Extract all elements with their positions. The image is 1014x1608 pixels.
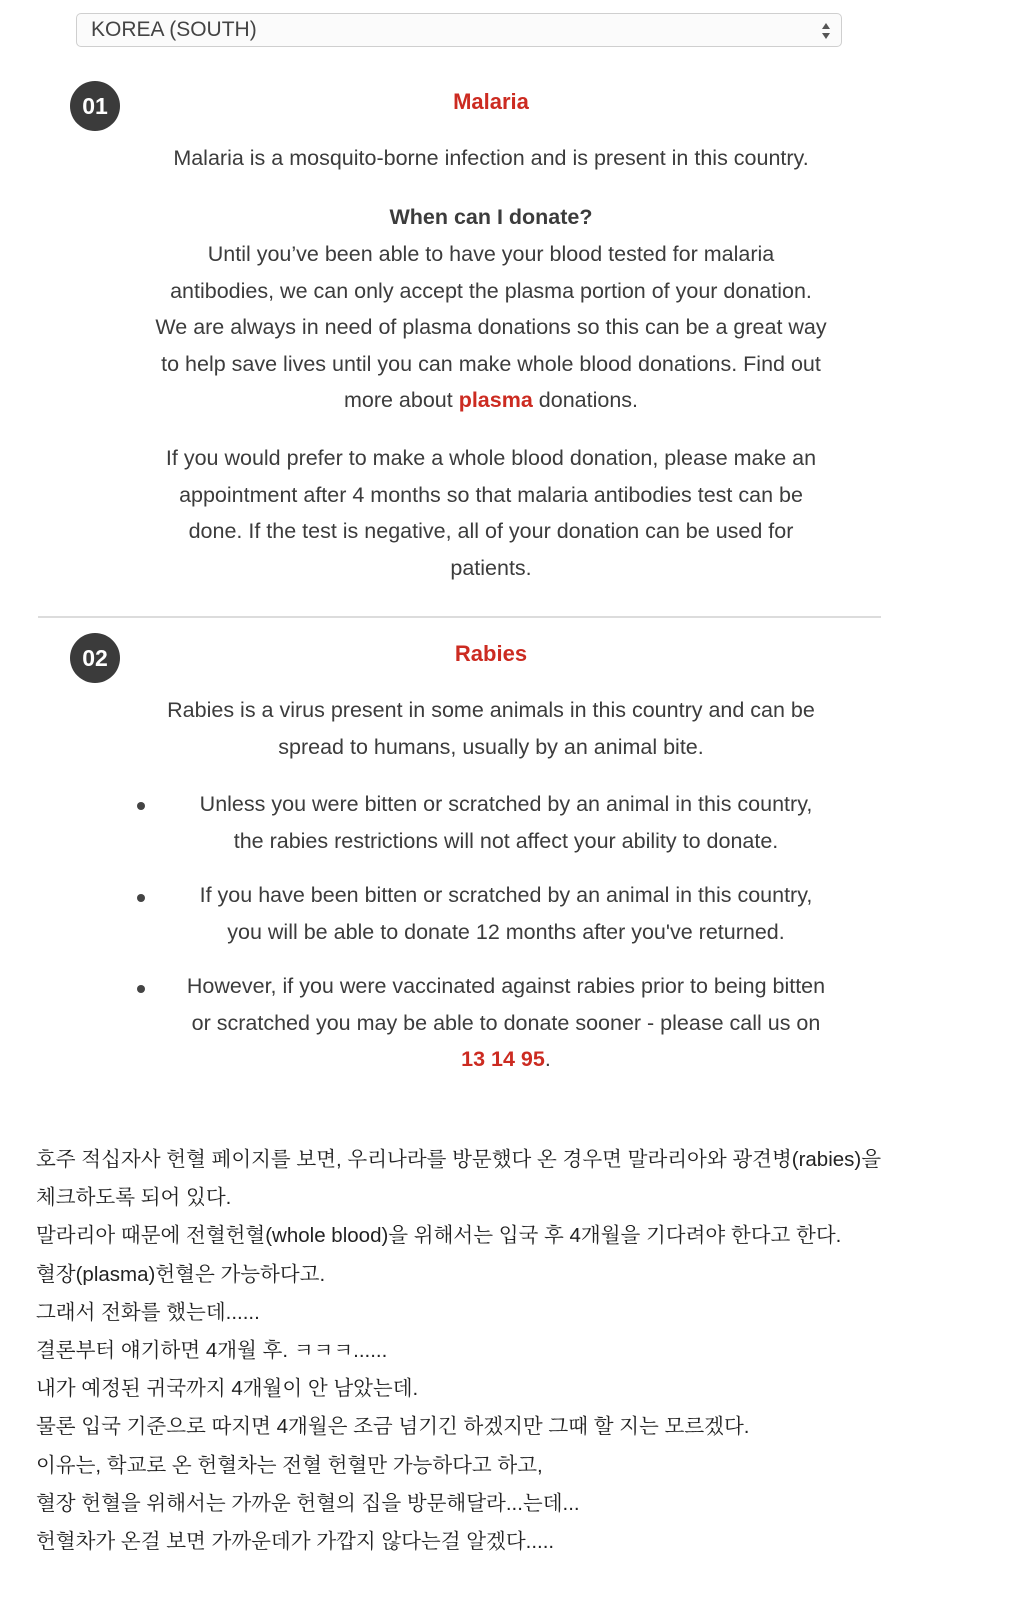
donate-question-heading: When can I donate? bbox=[389, 205, 593, 229]
bullet-line: you will be able to donate 12 months after you've returned. bbox=[227, 919, 785, 944]
section-divider bbox=[38, 616, 881, 618]
intro-line: Rabies is a virus present in some animals in this country and can be bbox=[167, 698, 815, 722]
malaria-intro: Malaria is a mosquito-borne infection and is present in this country. bbox=[173, 146, 809, 170]
bullet-line: If you have been bitten or scratched by an animal in this country, bbox=[199, 883, 813, 907]
answer-line: Until you’ve been able to have your blood tested for malaria bbox=[207, 242, 775, 266]
blog-line: 호주 적십자사 헌혈 페이지를 보면, 우리나라를 방문했다 온 경우면 말라리아와 광견병(rabies)을 bbox=[36, 1148, 882, 1171]
plasma-link[interactable]: plasma bbox=[458, 388, 533, 412]
blog-line: 말라리아 때문에 전혈헌혈(whole blood)을 위해서는 입국 후 4개월을 기다려야 한다고 한다. bbox=[36, 1224, 842, 1248]
answer-line-last bbox=[60, 382, 922, 419]
blog-line: 혈장 헌혈을 위해서는 가까운 헌혈의 집을 방문해달라...는데... bbox=[36, 1491, 580, 1515]
bullet-line: the rabies restrictions will not affect your ability to donate. bbox=[233, 828, 779, 853]
rabies-bullet-2 bbox=[150, 877, 862, 950]
phone-number-link[interactable]: 13 14 95 bbox=[461, 1047, 545, 1071]
blog-line: 혈장(plasma)헌혈은 가능하다고. bbox=[36, 1262, 326, 1286]
blog-line: 헌혈차가 온걸 보면 가까운데가 가깝지 않다는걸 알겠다..... bbox=[36, 1530, 555, 1554]
bullet-line: Unless you were bitten or scratched by an animal in this country, bbox=[199, 792, 813, 816]
answer-line: to help save lives until you can make whole blood donations. Find out bbox=[161, 351, 821, 376]
blog-commentary bbox=[36, 1141, 986, 1561]
whole-blood-paragraph bbox=[60, 440, 922, 586]
section-number-badge-02: 02 bbox=[70, 633, 120, 683]
paragraph-line: appointment after 4 months so that malaria antibodies test can be bbox=[179, 482, 803, 507]
answer-text: more about bbox=[343, 388, 459, 412]
paragraph-line: If you would prefer to make a whole blood donation, please make an bbox=[165, 446, 817, 470]
blog-line: 체크하도록 되어 있다. bbox=[36, 1186, 232, 1210]
section-title-rabies: Rabies bbox=[454, 641, 528, 666]
bullet-line: However, if you were vaccinated against rabies prior to being bitten bbox=[186, 974, 826, 998]
bullet-icon bbox=[137, 894, 145, 902]
rabies-bullet-3 bbox=[150, 968, 862, 1078]
phone-suffix: . bbox=[544, 1047, 551, 1071]
bullet-line: or scratched you may be able to donate sooner - please call us on bbox=[191, 1010, 821, 1035]
rabies-intro bbox=[60, 692, 922, 765]
country-select[interactable] bbox=[76, 13, 842, 47]
answer-text: donations. bbox=[532, 388, 639, 412]
rabies-bullet-1 bbox=[150, 786, 862, 859]
section-number-badge-01: 01 bbox=[70, 81, 120, 131]
phone-line bbox=[150, 1041, 862, 1078]
bullet-icon bbox=[137, 802, 145, 810]
blog-line: 이유는, 학교로 온 헌혈차는 전혈 헌혈만 가능하다고 하고, bbox=[36, 1453, 543, 1477]
answer-line: antibodies, we can only accept the plasma portion of your donation. bbox=[170, 278, 812, 303]
answer-line: We are always in need of plasma donations so this can be a great way bbox=[155, 315, 827, 339]
blog-line: 내가 예정된 귀국까지 4개월이 안 남았는데. bbox=[36, 1377, 419, 1401]
blog-line: 물론 입국 기준으로 따지면 4개월은 조금 넘기긴 하겠지만 그때 할 지는 모르겠다. bbox=[36, 1415, 750, 1439]
select-arrows-icon bbox=[821, 21, 831, 41]
paragraph-line: done. If the test is negative, all of your donation can be used for bbox=[188, 519, 794, 543]
paragraph-line: patients. bbox=[450, 555, 532, 580]
blog-line: 결론부터 얘기하면 4개월 후. ㅋㅋㅋ...... bbox=[36, 1339, 388, 1363]
malaria-answer bbox=[60, 236, 922, 419]
section-title-malaria: Malaria bbox=[453, 89, 529, 114]
blog-line: 그래서 전화를 했는데...... bbox=[36, 1300, 260, 1324]
intro-line: spread to humans, usually by an animal bite. bbox=[278, 734, 704, 759]
country-select-value: KOREA (SOUTH) bbox=[91, 18, 257, 41]
bullet-icon bbox=[137, 985, 145, 993]
